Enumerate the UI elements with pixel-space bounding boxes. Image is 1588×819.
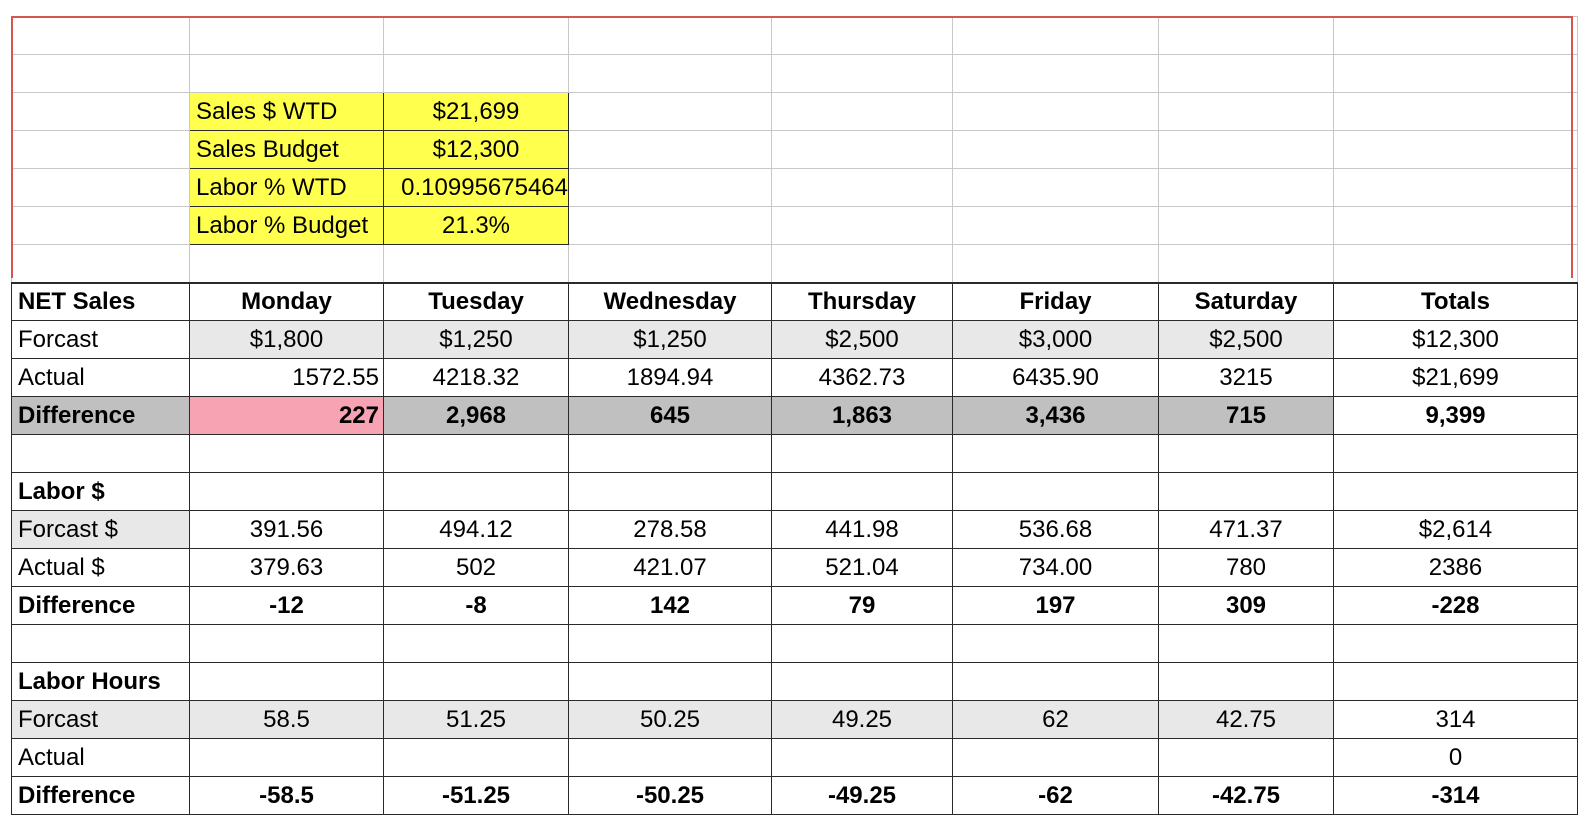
header-wednesday[interactable]: Wednesday: [569, 283, 772, 321]
cell[interactable]: [384, 663, 569, 701]
summary-value-sales-wtd[interactable]: $21,699: [384, 93, 569, 131]
cell[interactable]: [1334, 207, 1578, 245]
cell[interactable]: [12, 245, 190, 283]
labor-forecast-cell[interactable]: 536.68: [953, 511, 1159, 549]
cell[interactable]: [1334, 169, 1578, 207]
forecast-cell[interactable]: $1,250: [384, 321, 569, 359]
cell[interactable]: [569, 473, 772, 511]
cell[interactable]: [772, 169, 953, 207]
row-label-hours-forecast[interactable]: Forcast: [12, 701, 190, 739]
cell[interactable]: [190, 55, 384, 93]
cell[interactable]: [12, 625, 190, 663]
cell[interactable]: [1334, 663, 1578, 701]
hours-actual-cell[interactable]: [569, 739, 772, 777]
hours-forecast-cell[interactable]: 49.25: [772, 701, 953, 739]
cell[interactable]: [1159, 663, 1334, 701]
cell[interactable]: [12, 17, 190, 55]
hours-forecast-cell[interactable]: 50.25: [569, 701, 772, 739]
labor-forecast-cell[interactable]: 471.37: [1159, 511, 1334, 549]
summary-label-labor-budget[interactable]: Labor % Budget: [190, 207, 384, 245]
summary-value-labor-wtd[interactable]: 0.10995675464: [384, 169, 569, 207]
row-label-actual-dollars[interactable]: Actual $: [12, 549, 190, 587]
header-saturday[interactable]: Saturday: [1159, 283, 1334, 321]
actual-cell[interactable]: 3215: [1159, 359, 1334, 397]
cell[interactable]: [953, 207, 1159, 245]
hours-difference-cell[interactable]: -42.75: [1159, 777, 1334, 815]
forecast-cell[interactable]: $1,250: [569, 321, 772, 359]
labor-difference-cell[interactable]: 79: [772, 587, 953, 625]
cell[interactable]: [1159, 55, 1334, 93]
row-label-forecast[interactable]: Forcast: [12, 321, 190, 359]
header-net-sales[interactable]: NET Sales: [12, 283, 190, 321]
hours-actual-cell[interactable]: [953, 739, 1159, 777]
net-sales-actual-row: [12, 359, 1578, 397]
labor-hours-actual-row: [12, 739, 1578, 777]
hours-difference-cell[interactable]: -58.5: [190, 777, 384, 815]
labor-hours-difference-row: [12, 777, 1578, 815]
row-label-actual[interactable]: Actual: [12, 359, 190, 397]
labor-difference-cell[interactable]: 309: [1159, 587, 1334, 625]
hours-forecast-cell[interactable]: 42.75: [1159, 701, 1334, 739]
actual-cell[interactable]: 6435.90: [953, 359, 1159, 397]
cell[interactable]: [953, 169, 1159, 207]
labor-forecast-cell[interactable]: 441.98: [772, 511, 953, 549]
hours-forecast-total-cell[interactable]: 314: [1334, 701, 1578, 739]
actual-cell[interactable]: 4218.32: [384, 359, 569, 397]
cell[interactable]: [1334, 55, 1578, 93]
cell[interactable]: [12, 55, 190, 93]
cell[interactable]: [1159, 93, 1334, 131]
hours-difference-cell[interactable]: -62: [953, 777, 1159, 815]
labor-dollars-difference-row: [12, 587, 1578, 625]
forecast-cell[interactable]: $3,000: [953, 321, 1159, 359]
labor-difference-cell[interactable]: -8: [384, 587, 569, 625]
hours-difference-total-cell[interactable]: -314: [1334, 777, 1578, 815]
cell[interactable]: [569, 55, 772, 93]
cell[interactable]: [384, 435, 569, 473]
summary-row-sales-wtd: [12, 93, 1578, 131]
cell[interactable]: [953, 245, 1159, 283]
actual-cell[interactable]: 1572.55: [190, 359, 384, 397]
sheet-row-empty: [12, 245, 1578, 283]
hours-actual-cell[interactable]: [772, 739, 953, 777]
labor-hours-forecast-row: [12, 701, 1578, 739]
cell[interactable]: [1159, 245, 1334, 283]
cell[interactable]: [772, 473, 953, 511]
hours-actual-cell[interactable]: [1159, 739, 1334, 777]
cell[interactable]: [772, 17, 953, 55]
labor-actual-cell[interactable]: 421.07: [569, 549, 772, 587]
cell[interactable]: [953, 17, 1159, 55]
cell[interactable]: [1159, 207, 1334, 245]
sheet-row-empty: [12, 55, 1578, 93]
cell[interactable]: [190, 435, 384, 473]
row-label-hours-difference[interactable]: Difference: [12, 777, 190, 815]
labor-dollars-forecast-row: [12, 511, 1578, 549]
cell[interactable]: [953, 663, 1159, 701]
cell[interactable]: [190, 245, 384, 283]
cell[interactable]: [1159, 17, 1334, 55]
hours-difference-cell[interactable]: -50.25: [569, 777, 772, 815]
cell[interactable]: [12, 207, 190, 245]
actual-cell[interactable]: 4362.73: [772, 359, 953, 397]
labor-actual-cell[interactable]: 379.63: [190, 549, 384, 587]
labor-hours-title-row: [12, 663, 1578, 701]
labor-dollars-title-row: [12, 473, 1578, 511]
cell[interactable]: [190, 473, 384, 511]
cell[interactable]: [1334, 473, 1578, 511]
cell[interactable]: [772, 131, 953, 169]
cell[interactable]: [569, 245, 772, 283]
cell[interactable]: [953, 435, 1159, 473]
cell[interactable]: [953, 473, 1159, 511]
summary-label-labor-wtd[interactable]: Labor % WTD: [190, 169, 384, 207]
cell[interactable]: [772, 435, 953, 473]
cell[interactable]: [569, 663, 772, 701]
cell[interactable]: [772, 245, 953, 283]
hours-forecast-cell[interactable]: 58.5: [190, 701, 384, 739]
cell[interactable]: [569, 435, 772, 473]
blank-row: [12, 625, 1578, 663]
actual-total-cell[interactable]: $21,699: [1334, 359, 1578, 397]
cell[interactable]: [1334, 131, 1578, 169]
cell[interactable]: [953, 93, 1159, 131]
cell[interactable]: [12, 169, 190, 207]
summary-label-sales-wtd[interactable]: Sales $ WTD: [190, 93, 384, 131]
cell[interactable]: [772, 93, 953, 131]
labor-actual-cell[interactable]: 734.00: [953, 549, 1159, 587]
cell[interactable]: [569, 207, 772, 245]
cell[interactable]: [384, 17, 569, 55]
cell[interactable]: [1334, 245, 1578, 283]
cell[interactable]: [1334, 93, 1578, 131]
difference-cell[interactable]: 3,436: [953, 397, 1159, 435]
labor-forecast-cell[interactable]: 391.56: [190, 511, 384, 549]
cell[interactable]: [569, 93, 772, 131]
section-title-labor-dollars[interactable]: Labor $: [12, 473, 190, 511]
cell[interactable]: [384, 473, 569, 511]
cell[interactable]: [569, 17, 772, 55]
spreadsheet-grid: [11, 16, 1578, 815]
labor-difference-cell[interactable]: 197: [953, 587, 1159, 625]
forecast-cell[interactable]: $1,800: [190, 321, 384, 359]
cell[interactable]: [12, 93, 190, 131]
header-row: [12, 283, 1578, 321]
cell[interactable]: [772, 663, 953, 701]
row-label-labor-difference[interactable]: Difference: [12, 587, 190, 625]
cell[interactable]: [569, 625, 772, 663]
forecast-cell[interactable]: $2,500: [1159, 321, 1334, 359]
cell[interactable]: [1159, 625, 1334, 663]
header-monday[interactable]: Monday: [190, 283, 384, 321]
hours-forecast-cell[interactable]: 51.25: [384, 701, 569, 739]
labor-actual-total-cell[interactable]: 2386: [1334, 549, 1578, 587]
cell[interactable]: [953, 131, 1159, 169]
hours-forecast-cell[interactable]: 62: [953, 701, 1159, 739]
row-label-difference[interactable]: Difference: [12, 397, 190, 435]
header-tuesday[interactable]: Tuesday: [384, 283, 569, 321]
cell[interactable]: [772, 207, 953, 245]
header-friday[interactable]: Friday: [953, 283, 1159, 321]
row-label-forecast-dollars[interactable]: Forcast $: [12, 511, 190, 549]
cell[interactable]: [1159, 169, 1334, 207]
cell[interactable]: [1334, 435, 1578, 473]
cell[interactable]: [1159, 473, 1334, 511]
labor-dollars-actual-row: [12, 549, 1578, 587]
header-thursday[interactable]: Thursday: [772, 283, 953, 321]
summary-value-labor-budget[interactable]: 21.3%: [384, 207, 569, 245]
cell[interactable]: [1159, 131, 1334, 169]
hours-difference-cell[interactable]: -49.25: [772, 777, 953, 815]
cell[interactable]: [12, 131, 190, 169]
hours-difference-cell[interactable]: -51.25: [384, 777, 569, 815]
labor-actual-cell[interactable]: 521.04: [772, 549, 953, 587]
forecast-cell[interactable]: $2,500: [772, 321, 953, 359]
labor-difference-cell[interactable]: 142: [569, 587, 772, 625]
hours-actual-cell[interactable]: [190, 739, 384, 777]
cell[interactable]: [953, 625, 1159, 663]
section-title-labor-hours[interactable]: Labor Hours: [12, 663, 190, 701]
cell[interactable]: [1159, 435, 1334, 473]
blank-row: [12, 435, 1578, 473]
hours-actual-total-cell[interactable]: 0: [1334, 739, 1578, 777]
cell[interactable]: [384, 55, 569, 93]
cell[interactable]: [1334, 625, 1578, 663]
row-label-hours-actual[interactable]: Actual: [12, 739, 190, 777]
cell[interactable]: [190, 663, 384, 701]
cell[interactable]: [190, 17, 384, 55]
labor-actual-cell[interactable]: 780: [1159, 549, 1334, 587]
difference-total-cell[interactable]: 9,399: [1334, 397, 1578, 435]
summary-row-labor-wtd: [12, 169, 1578, 207]
difference-cell-negative[interactable]: 227: [190, 397, 384, 435]
hours-actual-cell[interactable]: [384, 739, 569, 777]
summary-row-sales-budget: [12, 131, 1578, 169]
forecast-total-cell[interactable]: $12,300: [1334, 321, 1578, 359]
difference-cell[interactable]: 1,863: [772, 397, 953, 435]
sheet-row-empty: [12, 17, 1578, 55]
summary-value-sales-budget[interactable]: $12,300: [384, 131, 569, 169]
actual-cell[interactable]: 1894.94: [569, 359, 772, 397]
cell[interactable]: [569, 131, 772, 169]
labor-actual-cell[interactable]: 502: [384, 549, 569, 587]
summary-row-labor-budget: [12, 207, 1578, 245]
labor-difference-cell[interactable]: -12: [190, 587, 384, 625]
net-sales-difference-row: [12, 397, 1578, 435]
difference-cell[interactable]: 715: [1159, 397, 1334, 435]
cell[interactable]: [953, 55, 1159, 93]
net-sales-forecast-row: [12, 321, 1578, 359]
labor-forecast-cell[interactable]: 494.12: [384, 511, 569, 549]
labor-forecast-cell[interactable]: 278.58: [569, 511, 772, 549]
cell[interactable]: [12, 435, 190, 473]
cell[interactable]: [772, 55, 953, 93]
summary-label-sales-budget[interactable]: Sales Budget: [190, 131, 384, 169]
cell[interactable]: [569, 169, 772, 207]
cell[interactable]: [772, 625, 953, 663]
labor-forecast-total-cell[interactable]: $2,614: [1334, 511, 1578, 549]
cell[interactable]: [384, 625, 569, 663]
difference-cell[interactable]: 2,968: [384, 397, 569, 435]
labor-difference-total-cell[interactable]: -228: [1334, 587, 1578, 625]
header-totals[interactable]: Totals: [1334, 283, 1578, 321]
cell[interactable]: [190, 625, 384, 663]
cell[interactable]: [384, 245, 569, 283]
difference-cell[interactable]: 645: [569, 397, 772, 435]
cell[interactable]: [1334, 17, 1578, 55]
